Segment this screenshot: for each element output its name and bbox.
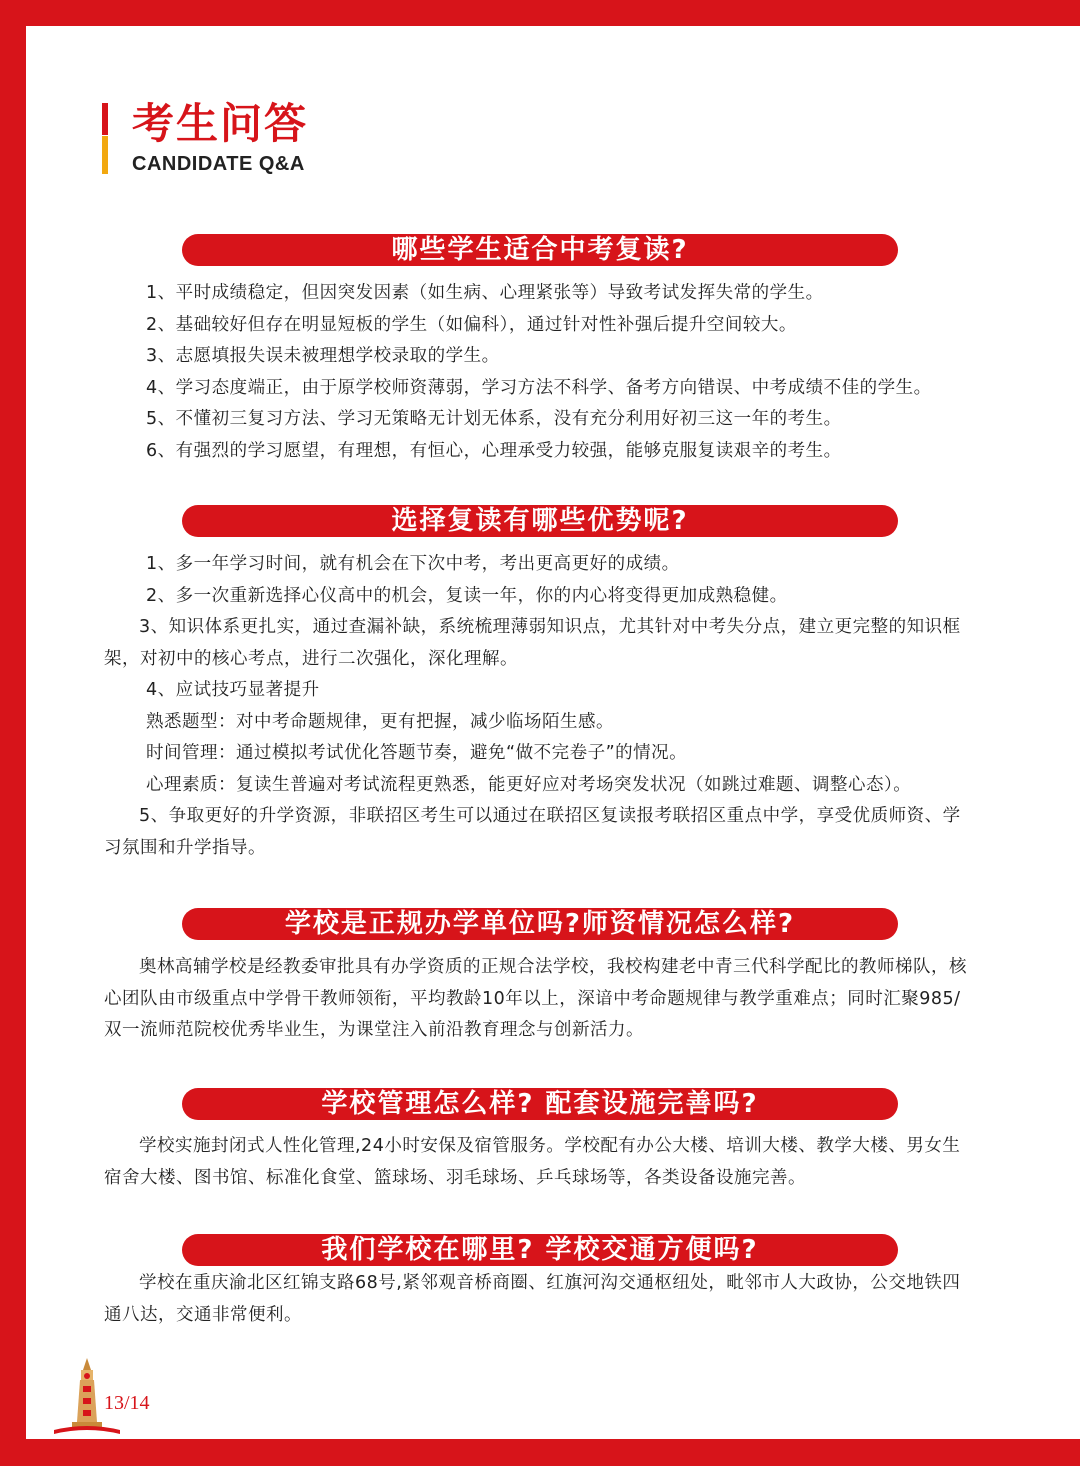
section-heading-3: 学校是正规办学单位吗?师资情况怎么样?: [182, 908, 898, 940]
list-item: 5、争取更好的升学资源，非联招区考生可以通过在联招区复读报考联招区重点中学，享受优质师资、学习氛围和升学指导。: [104, 806, 961, 858]
list-item: 4、学习态度端正，由于原学校师资薄弱，学习方法不科学、备考方向错误、中考成绩不佳的学生。: [146, 378, 932, 398]
list-item: 5、不懂初三复习方法、学习无策略无计划无体系，没有充分利用好初三这一年的考生。: [146, 409, 842, 429]
page-title: 考生问答: [132, 99, 309, 148]
list-item: 3、知识体系更扎实，通过查漏补缺，系统梳理薄弱知识点，尤其针对中考失分点，建立更完整的知识框架，对初中的核心考点，进行二次强化，深化理解。: [104, 617, 961, 669]
section-body-4: 学校实施封闭式人性化管理,24小时安保及宿管服务。学校配有办公大楼、培训大楼、教学大楼、男女生宿舍大楼、图书馆、标准化食堂、篮球场、羽毛球场、乒乓球场等，各类设备设施完善。: [104, 1136, 961, 1188]
list-item: 3、志愿填报失误未被理想学校录取的学生。: [146, 346, 500, 366]
section-heading-1: 哪些学生适合中考复读?: [182, 234, 898, 266]
page-number: 13/14: [104, 1392, 150, 1414]
list-item: 4、应试技巧显著提升: [146, 680, 320, 700]
list-item: 6、有强烈的学习愿望，有理想，有恒心，心理承受力较强，能够克服复读艰辛的考生。: [146, 441, 842, 461]
section-heading-2: 选择复读有哪些优势呢?: [182, 505, 898, 537]
list-item: 熟悉题型：对中考命题规律，更有把握，减少临场陌生感。: [146, 712, 614, 732]
list-item: 心理素质：复读生普遍对考试流程更熟悉，能更好应对考场突发状况（如跳过难题、调整心态）。: [146, 775, 912, 795]
header-accent-yellow: [102, 136, 108, 174]
list-item: 时间管理：通过模拟考试优化答题节奏，避免“做不完卷子”的情况。: [146, 743, 688, 763]
list-item: 1、多一年学习时间，就有机会在下次中考，考出更高更好的成绩。: [146, 554, 680, 574]
section-body-5: 学校在重庆渝北区红锦支路68号,紧邻观音桥商圈、红旗河沟交通枢纽处，毗邻市人大政协，公交地铁四通八达，交通非常便利。: [104, 1273, 961, 1325]
header-accent-red: [102, 103, 108, 135]
list-item: 2、基础较好但存在明显短板的学生（如偏科），通过针对性补强后提升空间较大。: [146, 315, 797, 335]
list-item: 1、平时成绩稳定，但因突发因素（如生病、心理紧张等）导致考试发挥失常的学生。: [146, 283, 824, 303]
page-subtitle: CANDIDATE Q&A: [132, 153, 305, 175]
list-item: 2、多一次重新选择心仪高中的机会，复读一年，你的内心将变得更加成熟稳健。: [146, 586, 788, 606]
section-heading-4: 学校管理怎么样? 配套设施完善吗?: [182, 1088, 898, 1120]
section-heading-5: 我们学校在哪里? 学校交通方便吗?: [182, 1234, 898, 1266]
section-body-3: 奥林高辅学校是经教委审批具有办学资质的正规合法学校，我校构建老中青三代科学配比的教师梯队，核心团队由市级重点中学骨干教师领衔，平均教龄10年以上，深谙中考命题规律与教学重难点；同时汇聚985/双一流师范院校优秀毕业生，为课堂注入前沿教育理念与创新活力。: [104, 957, 967, 1041]
